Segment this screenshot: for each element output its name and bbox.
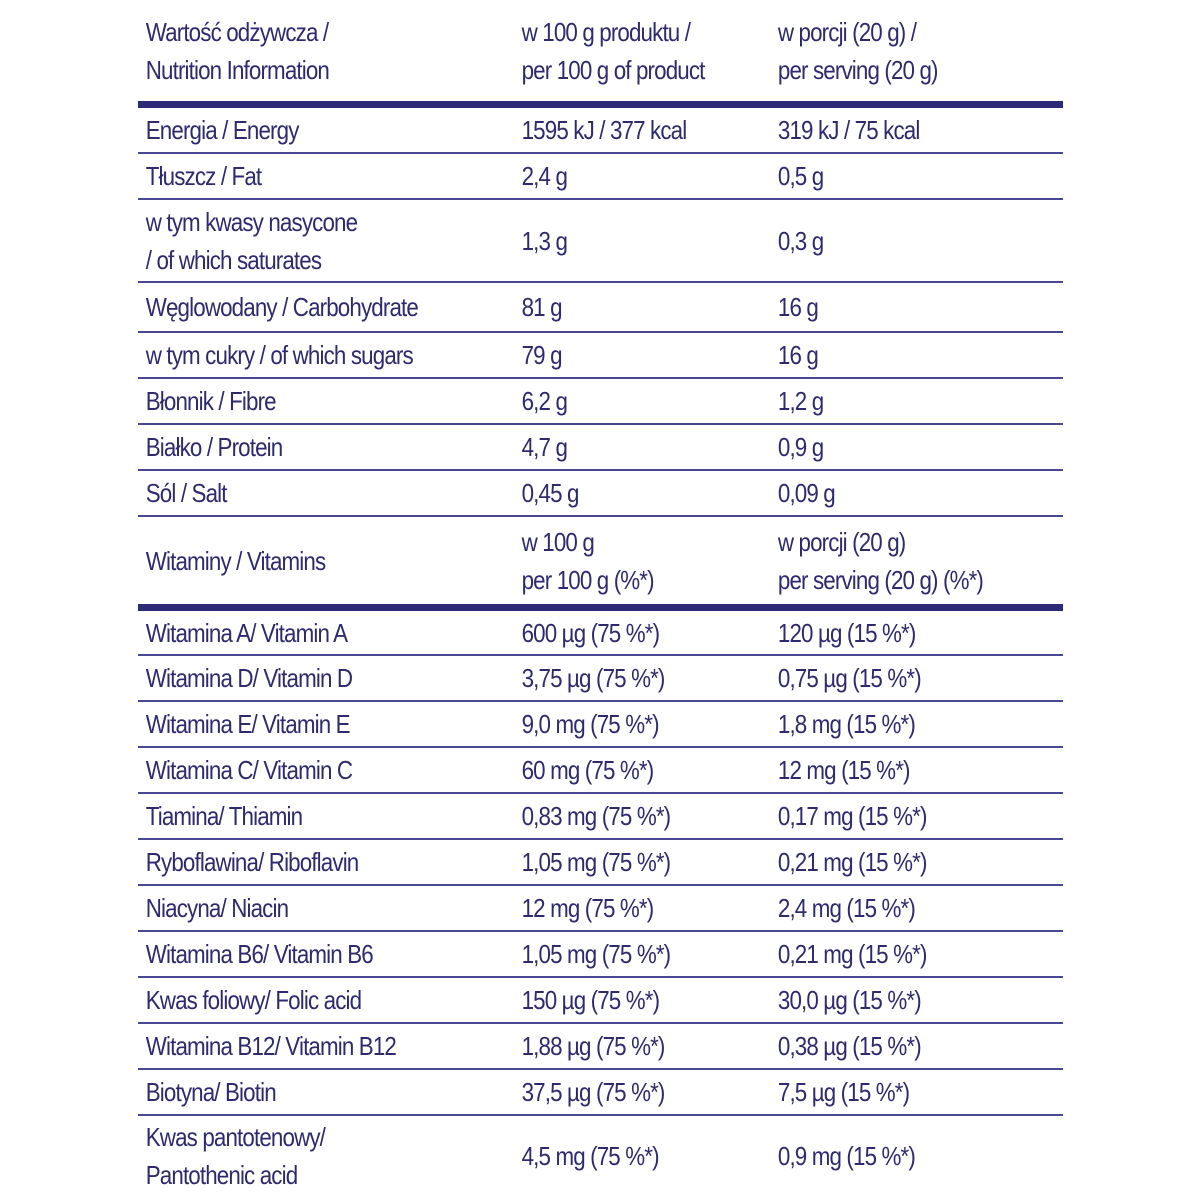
header-serving-line1: w porcji (20 g) / [777,16,917,47]
serving-value: 0,38 µg (15 %*) [771,1024,1022,1068]
serving-value: 30,0 µg (15 %*) [771,978,1022,1022]
serving-value: 0,5 g [771,154,1022,198]
serving-value: 0,21 mg (15 %*) [771,840,1022,884]
nutrient-name: w tym cukry / of which sugars [145,340,413,370]
table-row [138,471,1063,517]
per100-value: 0,83 mg (75 %*) [513,794,735,838]
per100-value: 1,3 g [513,200,735,281]
header-per100-line2: per 100 g of product [521,54,705,85]
nutrient-name: Sól / Salt [145,478,227,508]
per100-value: 3,75 µg (75 %*) [513,656,735,700]
table-row [138,154,1063,200]
vitamins-heading: Witaminy / Vitamins [145,545,326,576]
per100-value: 1595 kJ / 377 kcal [513,108,735,152]
vitamin-name: Tiamina/ Thiamin [145,801,303,831]
serving-value: 7,5 µg (15 %*) [771,1070,1022,1114]
vitamins-header-row [138,517,1063,611]
serving-value: 0,3 g [771,200,1022,281]
per100-value: 79 g [513,333,735,377]
header-nutrient-line1: Wartość odżywcza / [145,16,329,47]
serving-value: 0,21 mg (15 %*) [771,932,1022,976]
vitamin-name: Witamina E/ Vitamin E [145,709,350,739]
vitamin-name: Ryboflawina/ Riboflavin [145,847,359,877]
table-row [138,932,1063,978]
vitamins-serving-heading [771,517,1022,604]
table-row [138,840,1063,886]
serving-value: 1,8 mg (15 %*) [771,702,1022,746]
serving-value: 319 kJ / 75 kcal [771,108,1022,152]
per100-value: 4,7 g [513,425,735,469]
table-row [138,379,1063,425]
serving-value: 0,9 mg (15 %*) [771,1116,1022,1196]
serving-value: 16 g [771,333,1022,377]
serving-value: 2,4 mg (15 %*) [771,886,1022,930]
table-header-row [138,0,1063,108]
nutrient-name: Tłuszcz / Fat [145,161,262,191]
per100-value: 2,4 g [513,154,735,198]
vitamin-name: Witamina B6/ Vitamin B6 [145,939,373,969]
vitamin-name: Kwas foliowy/ Folic acid [145,985,362,1015]
table-row [138,611,1063,656]
per100-value: 6,2 g [513,379,735,423]
per100-value: 1,05 mg (75 %*) [513,932,735,976]
nutrient-name: Węglowodany / Carbohydrate [145,292,418,322]
table-row [138,656,1063,702]
nutrient-name [138,200,461,281]
vitamin-name: Niacyna/ Niacin [145,893,289,923]
per100-value: 1,05 mg (75 %*) [513,840,735,884]
vitamin-name: Witamina D/ Vitamin D [145,663,353,693]
vitamins-per100-line1: w 100 g [521,526,594,557]
serving-value: 0,17 mg (15 %*) [771,794,1022,838]
vitamin-name: Biotyna/ Biotin [145,1077,276,1107]
vitamin-name: Witamina C/ Vitamin C [145,755,353,785]
per100-value: 9,0 mg (75 %*) [513,702,735,746]
table-row [138,794,1063,840]
header-serving-cell [771,0,1022,101]
table-row [138,108,1063,154]
header-per100-line1: w 100 g produktu / [521,16,691,47]
vitamin-name: Witamina A/ Vitamin A [145,617,348,648]
header-nutrient-line2: Nutrition Information [145,54,330,85]
per100-value: 1,88 µg (75 %*) [513,1024,735,1068]
table-row [138,886,1063,932]
nutrient-name: Błonnik / Fibre [145,386,276,416]
table-row [138,748,1063,794]
per100-value: 12 mg (75 %*) [513,886,735,930]
vitamins-per100-heading [513,517,735,604]
table-row [138,1070,1063,1116]
header-per100-cell [513,0,735,101]
nutrient-name: Białko / Protein [145,432,283,462]
vitamins-serving-line1: w porcji (20 g) [777,526,906,557]
vitamins-serving-line2: per serving (20 g) (%*) [777,564,984,595]
table-row [138,978,1063,1024]
table-row [138,283,1063,333]
per100-value: 600 µg (75 %*) [513,611,735,654]
nutrient-name-line1: w tym kwasy nasycone [145,206,358,237]
serving-value: 0,09 g [771,471,1022,515]
serving-value: 1,2 g [771,379,1022,423]
nutrient-name: Energia / Energy [145,115,299,145]
table-row [138,1116,1063,1196]
vitamin-name: Witamina B12/ Vitamin B12 [145,1031,396,1061]
serving-value: 0,75 µg (15 %*) [771,656,1022,700]
vitamin-name-line1: Kwas pantotenowy/ [145,1122,326,1152]
table-row [138,702,1063,748]
table-row [138,333,1063,379]
serving-value: 16 g [771,283,1022,331]
table-row [138,200,1063,283]
vitamin-name [138,1116,461,1196]
nutrient-name-line2: / of which saturates [145,244,322,275]
table-row [138,1024,1063,1070]
vitamins-per100-line2: per 100 g (%*) [521,564,654,595]
serving-value: 12 mg (15 %*) [771,748,1022,792]
nutrition-table [138,0,1063,1196]
per100-value: 150 µg (75 %*) [513,978,735,1022]
per100-value: 0,45 g [513,471,735,515]
per100-value: 60 mg (75 %*) [513,748,735,792]
vitamin-name-line2: Pantothenic acid [145,1160,298,1190]
serving-value: 0,9 g [771,425,1022,469]
header-serving-line2: per serving (20 g) [777,54,938,85]
per100-value: 81 g [513,283,735,331]
header-nutrient-cell [138,0,461,101]
per100-value: 37,5 µg (75 %*) [513,1070,735,1114]
per100-value: 4,5 mg (75 %*) [513,1116,735,1196]
table-row [138,425,1063,471]
serving-value: 120 µg (15 %*) [771,611,1022,654]
